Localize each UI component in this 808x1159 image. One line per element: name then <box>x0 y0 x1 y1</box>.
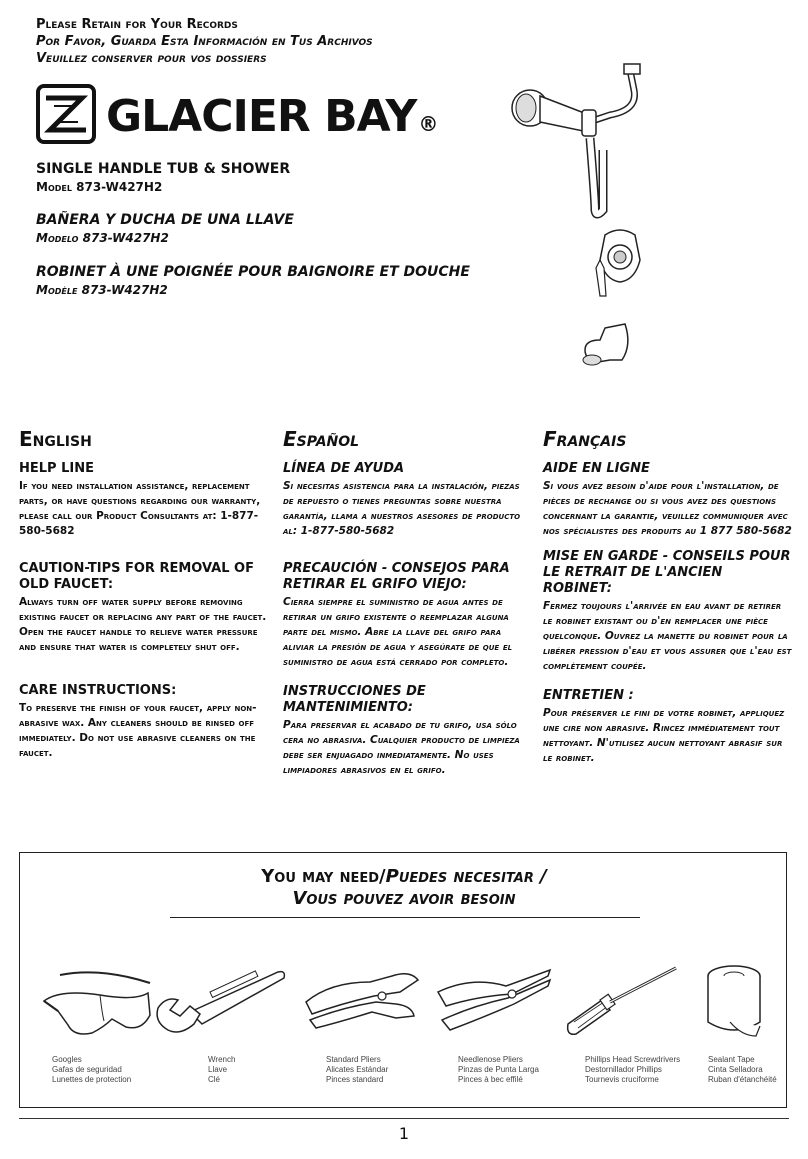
caution-title: CAUTION-TIPS FOR REMOVAL OF OLD FAUCET: <box>19 561 254 592</box>
care-title: ENTRETIEN : <box>543 688 634 703</box>
care-text: Para preservar el acabado de tu grifo, usa sólo cera no abrasiva. Cualquier producto de limpieza debe ser enjuagado inmediatamente. No uses limpiadores abrasivos en el grifo. <box>283 719 520 776</box>
help-line-title: AIDE EN LIGNE <box>543 461 650 476</box>
caution-title: MISE EN GARDE - CONSEILS POUR LE RETRAIT DE L'ANCIEN ROBINET: <box>543 549 791 596</box>
glacier-bay-logo-icon <box>36 84 96 144</box>
tool-label-sealant-tape: Sealant Tape Cinta Selladora Ruban d'étanchéité <box>708 1055 777 1084</box>
help-line-title: HELP LINE <box>19 461 94 476</box>
caution-text: Fermez toujours l'arrivée en eau avant de retirer le robinet existant ou d'en remplacer une pièce quelconque. Ouvrez la manette du robinet pour la libérer pression d'eau et vous assurer que l'eau est complètement coupée. <box>543 600 792 672</box>
wrench-icon <box>150 960 290 1040</box>
tool-label-standard-pliers: Standard Pliers Alicates Estándar Pinces standard <box>326 1055 389 1084</box>
retain-en: Please Retain for Your Records <box>36 17 238 32</box>
you-may-need-title: You may need/Puedes necesitar / Vous pouvez avoir besoin <box>261 866 547 909</box>
retain-notice <box>36 16 373 67</box>
product-title-es: BAÑERA Y DUCHA DE UNA LLAVE Modelo 873-W427H2 <box>36 212 294 245</box>
caution-text: Cierra siempre el suministro de agua antes de retirar un grifo existente o reemplazar alguna parte del mismo. Abre la llave del grifo para aliviar la presión de agua y asegúrate de que el suministro de agua está cerrado por completo. <box>283 596 513 668</box>
standard-pliers-icon <box>300 962 425 1037</box>
retain-fr: Veuillez conserver pour vos dossiers <box>36 51 267 66</box>
care-text: To preserve the finish of your faucet, apply non-abrasive wax. Any cleaners should be rinsed off immediately. Do not use abrasive cleaners on the faucet. <box>19 702 257 759</box>
retain-es: Por Favor, Guarda Esta Información en Tus Archivos <box>36 34 373 49</box>
caution-text: Always turn off water supply before removing existing faucet or replacing any part of the faucet. Open the faucet handle to relieve water pressure and ensure that water is completely shut off. <box>19 596 267 653</box>
product-title-fr: ROBINET À UNE POIGNÉE POUR BAIGNOIRE ET DOUCHE Modèle 873-W427H2 <box>36 264 470 297</box>
help-line-text: Si vous avez besoin d'aide pour l'installation, de pièces de rechange ou si vous avez des questions concernant la garantie, veuillez communiquer avec nos spécialistes des produits au 1 877 580-5682 <box>543 480 792 537</box>
help-line-text: If you need installation assistance, replacement parts, or have questions regarding our warranty, please call our Product Consultants at: 1-877-580-5682 <box>19 480 261 537</box>
caution-title: PRECAUCIÓN - CONSEJOS PARA RETIRAR EL GRIFO VIEJO: <box>283 561 510 592</box>
care-title: CARE INSTRUCTIONS: <box>19 683 177 698</box>
screwdriver-icon <box>562 962 687 1037</box>
english-heading: English <box>19 427 92 451</box>
care-title: INSTRUCCIONES DE MANTENIMIENTO: <box>283 684 426 715</box>
english-column <box>19 427 269 761</box>
french-heading: Français <box>543 427 627 451</box>
help-line-text: Si necesitas asistencia para la instalación, piezas de repuesto o tienes preguntas sobre nuestra garantía, llama a nuestros asesores de producto al: 1-877-580-5682 <box>283 480 521 537</box>
sealant-tape-icon <box>700 962 770 1042</box>
page-number: 1 <box>398 1124 410 1143</box>
title-rule <box>170 917 640 918</box>
faucet-illustration <box>500 60 670 390</box>
needlenose-pliers-icon <box>432 962 557 1037</box>
help-line-title: LÍNEA DE AYUDA <box>283 461 405 476</box>
tool-label-needlenose-pliers: Needlenose Pliers Pinzas de Punta Larga Pinces à bec effilé <box>458 1055 539 1084</box>
tool-label-wrench: Wrench Llave Clé <box>208 1055 236 1084</box>
brand-name: GLACIER BAY ® <box>106 91 438 142</box>
care-text: Pour préserver le fini de votre robinet, appliquez une cire non abrasive. Rincez immédiatement tout nettoyant. N'utilisez aucun nettoyant abrasif sur le robinet. <box>543 707 785 764</box>
french-column <box>543 427 793 766</box>
goggles-icon <box>40 965 160 1045</box>
spanish-column <box>283 427 533 778</box>
product-title-en: SINGLE HANDLE TUB & SHOWER Model 873-W427H2 <box>36 161 291 194</box>
footer-rule <box>19 1118 789 1119</box>
tool-label-screwdriver: Phillips Head Screwdrivers Destornillador Phillips Tournevis cruciforme <box>585 1055 681 1084</box>
tool-label-goggles: Googles Gafas de seguridad Lunettes de protection <box>52 1055 132 1084</box>
spanish-heading: Español <box>283 427 360 451</box>
